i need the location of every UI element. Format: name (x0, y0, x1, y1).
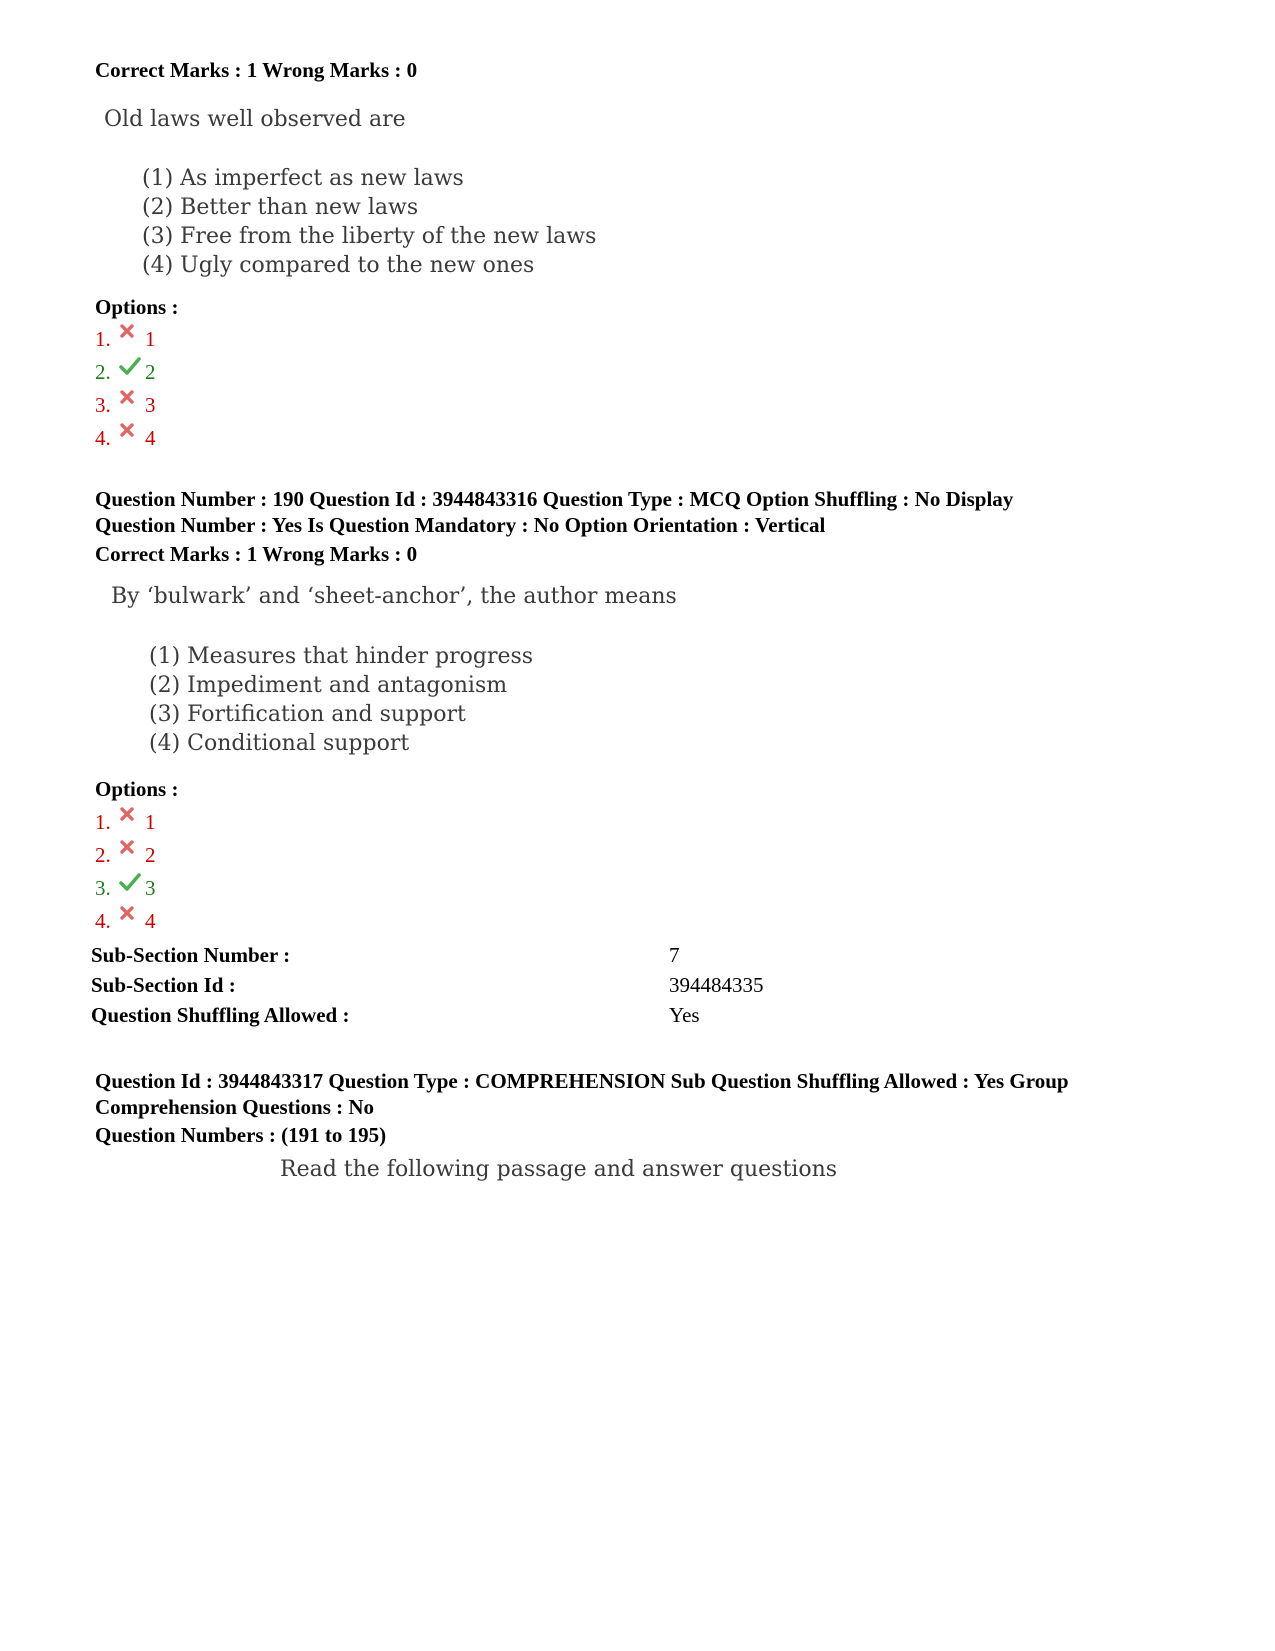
options-label: Options : (95, 295, 179, 319)
cross-icon (119, 422, 145, 446)
option-row (95, 356, 156, 389)
cross-icon (119, 905, 145, 929)
question-choices (149, 642, 533, 758)
check-icon (119, 872, 145, 896)
cross-icon (119, 839, 145, 863)
option-number: 2. (95, 360, 111, 384)
choice-item: (2) Better than new laws (142, 195, 419, 220)
subsection-label: Sub-Section Number : (91, 943, 291, 967)
marks-info: Correct Marks : 1 Wrong Marks : 0 (95, 542, 418, 566)
choice-item: (1) As imperfect as new laws (142, 166, 464, 191)
option-number: 1. (95, 327, 111, 351)
check-icon (119, 356, 145, 380)
question-header-line: Comprehension Questions : No (95, 1095, 375, 1119)
option-value: 4 (145, 426, 156, 450)
choice-item: (3) Fortification and support (149, 702, 466, 727)
question-choices (142, 164, 596, 280)
subsection-label: Sub-Section Id : (91, 973, 236, 997)
choice-item: (4) Ugly compared to the new ones (142, 253, 535, 278)
option-value: 3 (145, 393, 156, 417)
option-number: 3. (95, 876, 111, 900)
options-label: Options : (95, 777, 179, 801)
subsection-info (91, 940, 891, 1030)
option-number: 4. (95, 909, 111, 933)
option-value: 3 (145, 876, 156, 900)
subsection-value: 394484335 (669, 973, 764, 997)
option-value: 1 (145, 327, 156, 351)
subsection-label: Question Shuffling Allowed : (91, 1003, 350, 1027)
subsection-row (91, 940, 891, 970)
option-number: 4. (95, 426, 111, 450)
option-row (95, 839, 156, 872)
question-header-line: Question Id : 3944843317 Question Type : COMPREHENSION Sub Question Shuffling Allowed : Yes Group (95, 1069, 1069, 1093)
marks-info: Correct Marks : 1 Wrong Marks : 0 (95, 58, 418, 82)
option-row (95, 323, 156, 356)
question-stem: By ‘bulwark’ and ‘sheet-anchor’, the author means (111, 584, 677, 609)
comprehension-instruction: Read the following passage and answer questions (280, 1157, 838, 1182)
options-list (95, 323, 156, 455)
option-value: 4 (145, 909, 156, 933)
option-row (95, 806, 156, 839)
option-row (95, 872, 156, 905)
question-numbers: Question Numbers : (191 to 195) (95, 1123, 387, 1147)
subsection-value: Yes (669, 1003, 700, 1027)
option-number: 1. (95, 810, 111, 834)
cross-icon (119, 389, 145, 413)
choice-item: (4) Conditional support (149, 731, 410, 756)
option-row (95, 389, 156, 422)
subsection-value: 7 (669, 943, 680, 967)
option-value: 2 (145, 843, 156, 867)
question-header-line: Question Number : 190 Question Id : 3944843316 Question Type : MCQ Option Shuffling : No Display (95, 487, 1014, 511)
subsection-row (91, 1000, 891, 1030)
choice-item: (2) Impediment and antagonism (149, 673, 508, 698)
option-row (95, 905, 156, 938)
cross-icon (119, 806, 145, 830)
option-value: 1 (145, 810, 156, 834)
option-value: 2 (145, 360, 156, 384)
options-list (95, 806, 156, 938)
subsection-row (91, 970, 891, 1000)
question-header-line: Question Number : Yes Is Question Mandatory : No Option Orientation : Vertical (95, 513, 826, 537)
choice-item: (3) Free from the liberty of the new laws (142, 224, 597, 249)
option-row (95, 422, 156, 455)
cross-icon (119, 323, 145, 347)
question-stem: Old laws well observed are (104, 107, 406, 132)
question-header (95, 1068, 1069, 1120)
option-number: 3. (95, 393, 111, 417)
question-header (95, 486, 1013, 538)
option-number: 2. (95, 843, 111, 867)
choice-item: (1) Measures that hinder progress (149, 644, 534, 669)
